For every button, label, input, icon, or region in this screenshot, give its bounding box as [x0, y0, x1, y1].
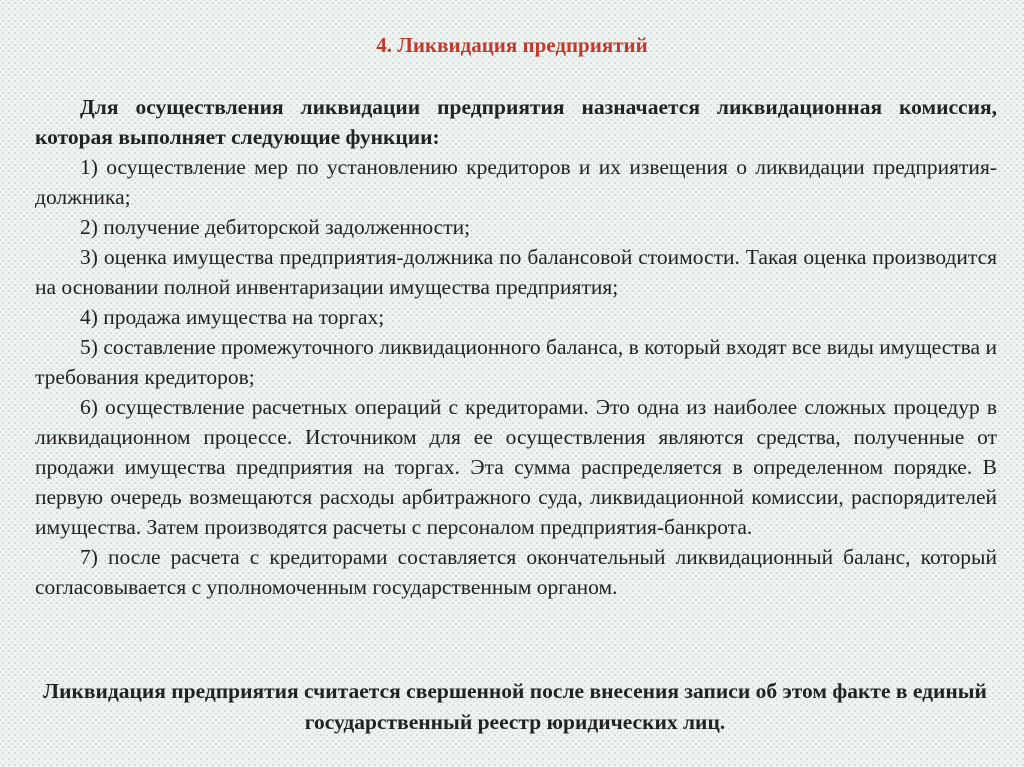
list-item-5: 5) составление промежуточного ликвидационного баланса, в который входят все виды имущества и требования кредиторов;: [35, 335, 997, 389]
intro-paragraph: Для осуществления ликвидации предприятия назначается ликвидационная комиссия, которая выполняет следующие функции:: [35, 95, 997, 149]
slide-title: 4. Ликвидация предприятий: [376, 33, 648, 57]
list-item-1: 1) осуществление мер по установлению кредиторов и их извещения о ликвидации предприятия-должника;: [35, 155, 997, 209]
list-item-2: 2) получение дебиторской задолженности;: [80, 215, 471, 239]
list-item-6: 6) осуществление расчетных операций с кредиторами. Это одна из наиболее сложных процедур в ликвидационном процессе. Источником для ее осуществления являются средства, полученные от продажи имущества предприятия на торгах. Эта сумма распределяется в определенном порядке. В первую очередь возмещаются расходы арбитражного суда, ликвидационной комиссии, распорядителей имущества. Затем производятся расчеты с персоналом предприятия-банкрота.: [35, 395, 997, 539]
list-item-7: 7) после расчета с кредиторами составляется окончательный ликвидационный баланс, который согласовывается с уполномоченным государственным органом.: [35, 545, 997, 599]
list-item-4: 4) продажа имущества на торгах;: [80, 305, 385, 329]
slide-body: [35, 92, 997, 602]
list-item-3: 3) оценка имущества предприятия-должника по балансовой стоимости. Такая оценка производится на основании полной инвентаризации имущества предприятия;: [35, 245, 997, 299]
closing-statement: Ликвидация предприятия считается свершенной после внесения записи об этом факте в единый государственный реестр юридических лиц.: [43, 679, 987, 734]
